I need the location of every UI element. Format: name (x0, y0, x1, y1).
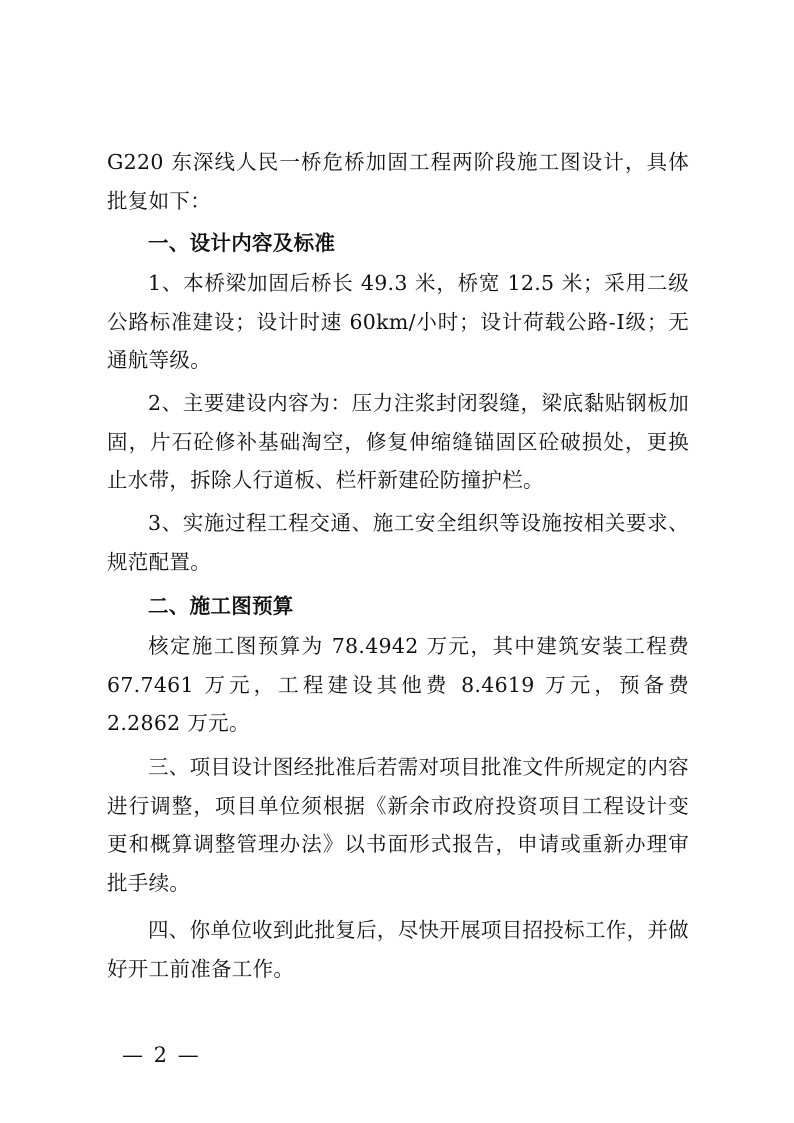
section-2-body: 核定施工图预算为 78.4942 万元，其中建筑安装工程费 67.7461 万元，工程建设其他费 8.4619 万元，预备费 2.2862 万元。 (107, 634, 689, 735)
section-1-item-3: 3、实施过程工程交通、施工安全组织等设施按相关要求、规范配置。 (107, 511, 689, 574)
section-2-heading: 二、施工图预算 (148, 594, 294, 618)
section-1-item-2: 2、主要建设内容为：压力注浆封闭裂缝，梁底黏贴钢板加固，片石砼修补基础淘空，修复伸缩缝锚固区砼破损处，更换止水带，拆除人行道板、栏杆新建砼防撞护栏。 (107, 391, 689, 492)
section-1-heading: 一、设计内容及标准 (148, 231, 336, 255)
section-4-body: 四、你单位收到此批复后，尽快开展项目招投标工作，并做好开工前准备工作。 (107, 918, 689, 981)
page-number: — 2 — (122, 1043, 201, 1067)
section-3-body: 三、项目设计图经批准后若需对项目批准文件所规定的内容进行调整，项目单位须根据《新余市政府投资项目工程设计变更和概算调整管理办法》以书面形式报告，申请或重新办理审批手续。 (107, 755, 689, 895)
intro-paragraph: G220 东深线人民一桥危桥加固工程两阶段施工图设计，具体批复如下： (107, 150, 689, 213)
section-1-item-1: 1、本桥梁加固后桥长 49.3 米，桥宽 12.5 米；采用二级公路标准建设；设计时速 60km/小时；设计荷载公路-Ⅰ级；无通航等级。 (107, 271, 689, 372)
